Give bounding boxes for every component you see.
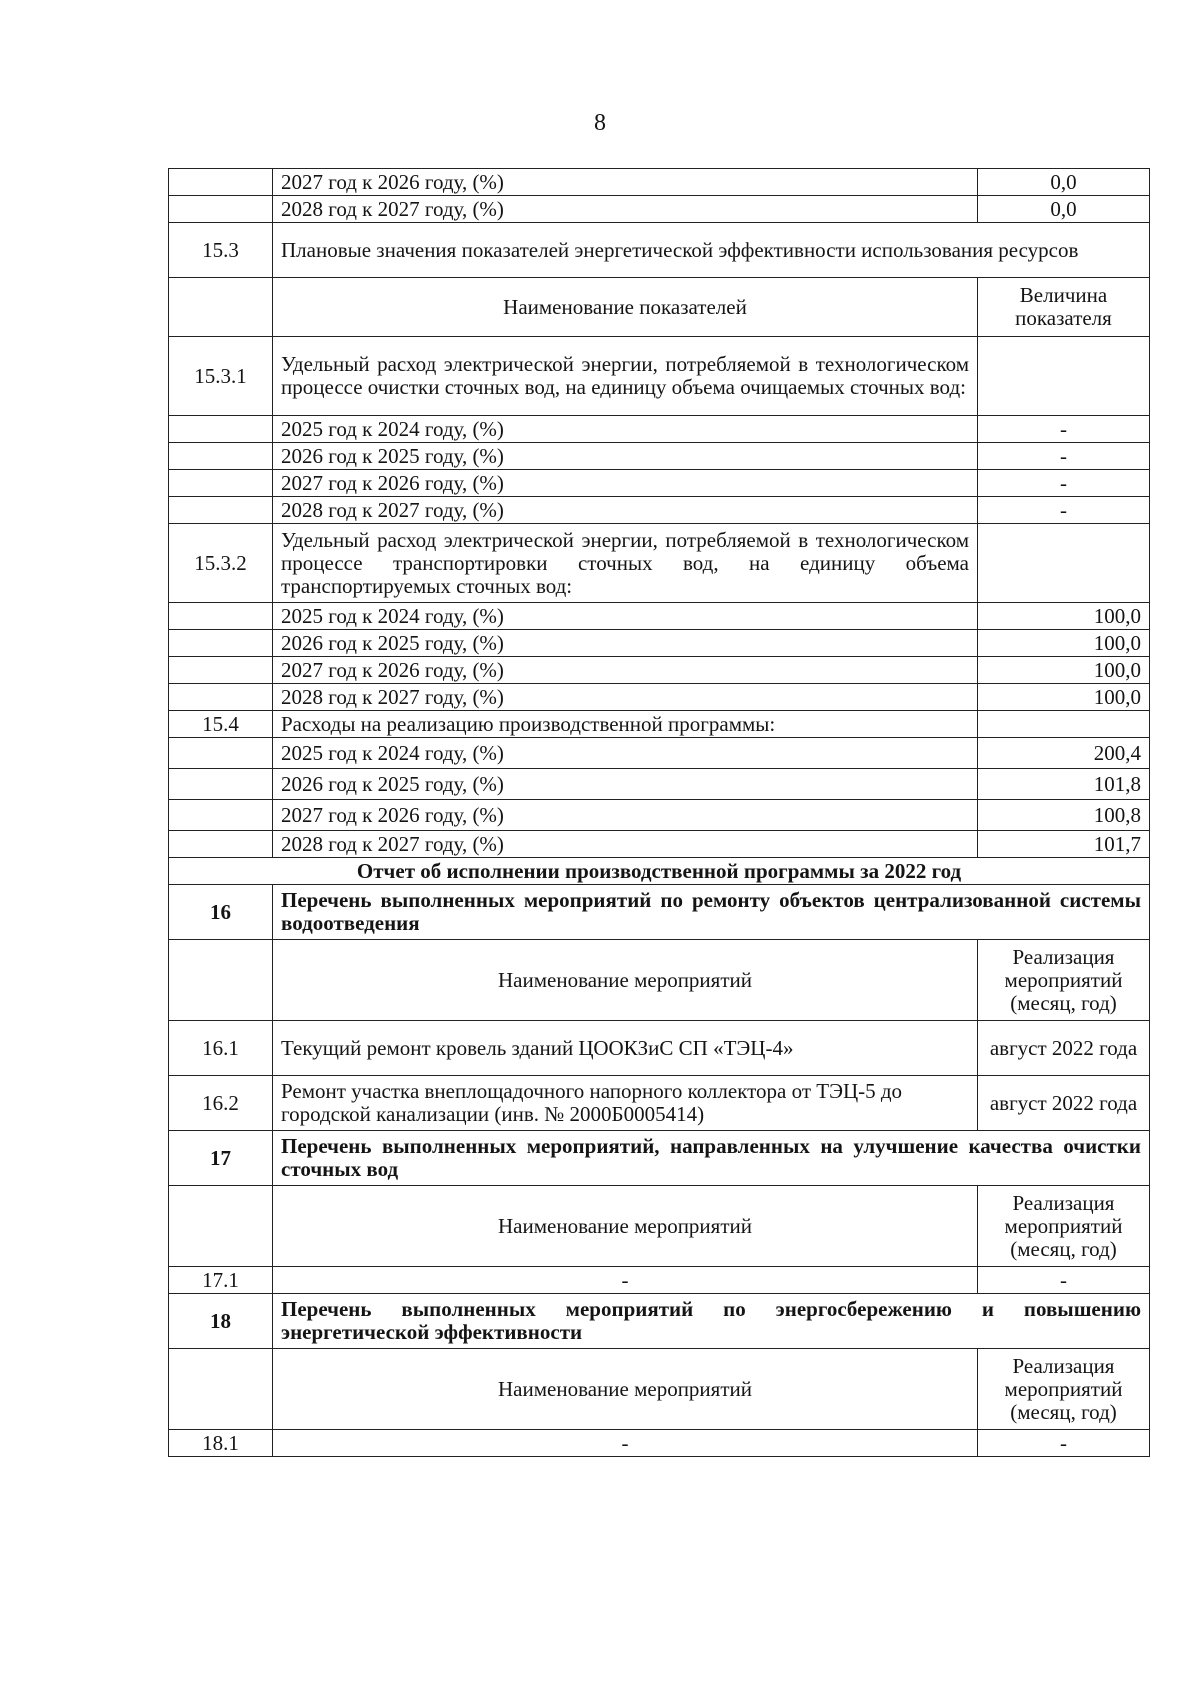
- table-row: [169, 470, 1150, 497]
- section-number: 16.2: [169, 1076, 273, 1131]
- row-value: -: [978, 1430, 1150, 1457]
- header-row: [169, 1349, 1150, 1430]
- row-label: 2028 год к 2027 году, (%): [273, 497, 978, 524]
- table-row: [169, 657, 1150, 684]
- row-value: 100,0: [978, 630, 1150, 657]
- table-row: [169, 603, 1150, 630]
- column-header-value: Реализация мероприятий (месяц, год): [978, 940, 1150, 1021]
- row-value: 0,0: [978, 169, 1150, 196]
- row-label: -: [273, 1267, 978, 1294]
- section-title: Удельный расход электрической энергии, потребляемой в технологическом процессе очистки сточных вод, на единицу объема очищаемых сточных вод:: [273, 337, 978, 416]
- table-row: [169, 800, 1150, 831]
- section-row-16-2: [169, 1076, 1150, 1131]
- column-header-name: Наименование мероприятий: [273, 1186, 978, 1267]
- row-value: 100,8: [978, 800, 1150, 831]
- row-label: 2028 год к 2027 году, (%): [273, 684, 978, 711]
- row-label: 2027 год к 2026 году, (%): [273, 657, 978, 684]
- section-row-18-1: [169, 1430, 1150, 1457]
- row-label: 2025 год к 2024 году, (%): [273, 416, 978, 443]
- report-title: Отчет об исполнении производственной программы за 2022 год: [169, 858, 1150, 885]
- row-value: -: [978, 443, 1150, 470]
- row-label: 2027 год к 2026 году, (%): [273, 470, 978, 497]
- header-row: [169, 940, 1150, 1021]
- row-label: 2027 год к 2026 году, (%): [273, 800, 978, 831]
- row-value: -: [978, 470, 1150, 497]
- row-value: 0,0: [978, 196, 1150, 223]
- column-header-name: Наименование мероприятий: [273, 940, 978, 1021]
- row-value: -: [978, 416, 1150, 443]
- table-row: [169, 738, 1150, 769]
- row-label: -: [273, 1430, 978, 1457]
- section-row-15-3-2: [169, 524, 1150, 603]
- section-row-17: [169, 1131, 1150, 1186]
- section-row-16: [169, 885, 1150, 940]
- section-row-15-3-1: [169, 337, 1150, 416]
- section-number: 18: [169, 1294, 273, 1349]
- row-label: 2027 год к 2026 году, (%): [273, 169, 978, 196]
- section-number: 15.3.1: [169, 337, 273, 416]
- row-value: 100,0: [978, 603, 1150, 630]
- table-row: [169, 497, 1150, 524]
- section-number: 15.3: [169, 223, 273, 278]
- row-value: -: [978, 1267, 1150, 1294]
- table-row: [169, 196, 1150, 223]
- table-row: [169, 443, 1150, 470]
- column-header-value: Реализация мероприятий (месяц, год): [978, 1349, 1150, 1430]
- section-row-17-1: [169, 1267, 1150, 1294]
- row-label: Текущий ремонт кровель зданий ЦООКЗиС СП «ТЭЦ-4»: [273, 1021, 978, 1076]
- row-value: 100,0: [978, 657, 1150, 684]
- section-title: Плановые значения показателей энергетической эффективности использования ресурсов: [273, 223, 1150, 278]
- row-value: 101,7: [978, 831, 1150, 858]
- section-row-15-4: [169, 711, 1150, 738]
- row-value: 101,8: [978, 769, 1150, 800]
- section-title: Удельный расход электрической энергии, потребляемой в технологическом процессе транспортировки сточных вод, на единицу объема транспортируемых сточных вод:: [273, 524, 978, 603]
- section-title: Перечень выполненных мероприятий по ремонту объектов централизованной системы водоотведения: [273, 885, 1150, 940]
- row-label: 2026 год к 2025 году, (%): [273, 769, 978, 800]
- row-label: Ремонт участка внеплощадочного напорного коллектора от ТЭЦ-5 до городской канализации (инв. № 2000Б0005414): [273, 1076, 978, 1131]
- report-title-row: [169, 858, 1150, 885]
- section-title: Перечень выполненных мероприятий по энергосбережению и повышению энергетической эффективности: [273, 1294, 1150, 1349]
- row-value: -: [978, 497, 1150, 524]
- header-row: [169, 278, 1150, 337]
- section-number: 16.1: [169, 1021, 273, 1076]
- section-row-18: [169, 1294, 1150, 1349]
- table-row: [169, 684, 1150, 711]
- section-number: 16: [169, 885, 273, 940]
- section-title: Расходы на реализацию производственной программы:: [273, 711, 978, 738]
- row-value: август 2022 года: [978, 1076, 1150, 1131]
- table-row: [169, 831, 1150, 858]
- section-title: Перечень выполненных мероприятий, направленных на улучшение качества очистки сточных вод: [273, 1131, 1150, 1186]
- column-header-name: Наименование мероприятий: [273, 1349, 978, 1430]
- row-value: 100,0: [978, 684, 1150, 711]
- section-number: 17: [169, 1131, 273, 1186]
- section-number: 18.1: [169, 1430, 273, 1457]
- section-number: 15.3.2: [169, 524, 273, 603]
- row-label: 2028 год к 2027 году, (%): [273, 831, 978, 858]
- row-value: август 2022 года: [978, 1021, 1150, 1076]
- table-row: [169, 630, 1150, 657]
- column-header-name: Наименование показателей: [273, 278, 978, 337]
- table-row: [169, 169, 1150, 196]
- row-label: 2026 год к 2025 году, (%): [273, 443, 978, 470]
- column-header-value: Величина показателя: [978, 278, 1150, 337]
- section-row-15-3: [169, 223, 1150, 278]
- column-header-value: Реализация мероприятий (месяц, год): [978, 1186, 1150, 1267]
- section-number: 15.4: [169, 711, 273, 738]
- page-number: 8: [594, 110, 606, 136]
- table-row: [169, 769, 1150, 800]
- table-row: [169, 416, 1150, 443]
- section-row-16-1: [169, 1021, 1150, 1076]
- program-table: [168, 168, 1150, 1457]
- section-number: 17.1: [169, 1267, 273, 1294]
- row-label: 2028 год к 2027 году, (%): [273, 196, 978, 223]
- row-value: 200,4: [978, 738, 1150, 769]
- header-row: [169, 1186, 1150, 1267]
- row-label: 2025 год к 2024 году, (%): [273, 738, 978, 769]
- row-label: 2025 год к 2024 году, (%): [273, 603, 978, 630]
- row-label: 2026 год к 2025 году, (%): [273, 630, 978, 657]
